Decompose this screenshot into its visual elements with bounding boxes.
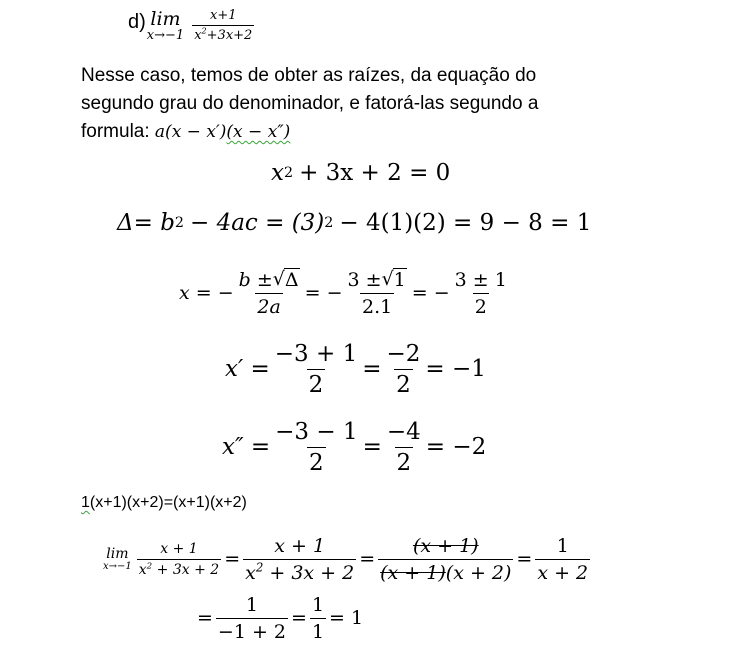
final-fraction-1: $\frac{x + 1}{x^2 + 3x + 2}$: [138, 540, 220, 578]
root-1-fraction-1: $\frac{-3 + 1}{2}$: [274, 340, 358, 398]
item-label: d): [128, 10, 146, 33]
delta-equation: Δ= b 2 − 4ac = (3) 2 − 4(1)(2) = 9 − 8 = 1: [117, 210, 592, 236]
root-2-fraction-2: $\frac{-4}{2}$: [386, 418, 421, 476]
bhaskara-fraction-1: b ± √ Δ 2a: [238, 268, 299, 318]
final-limit-operator: lim x→−1: [103, 545, 132, 572]
root-1-fraction-2: $\frac{-2}{2}$: [386, 340, 421, 398]
final-fraction-3: $\frac{(x + 1)}{(x + 1)(x + 2)}$: [380, 534, 512, 584]
explanation-line-3: [81, 118, 721, 146]
lim-text: lim: [150, 8, 181, 30]
formula-label: formula:: [81, 121, 150, 142]
root-2-equation: x″ = $\frac{-3 - 1}{2}$ = $\frac{-4}{2}$ = −2: [222, 418, 487, 476]
explanation-paragraph: [81, 62, 721, 146]
final-fraction-6: $\frac{1}{1}$: [311, 593, 325, 643]
final-limit-line: lim x→−1 $\frac{x + 1}{x^2 + 3x + 2}$ = $\frac{x + 1}{x^2 + 3x + 2}$ = $\frac{(x + 1)}{(x + 1)(x + 2)}$ = $\frac{1}{x + 2}$: [103, 534, 589, 584]
root-2-fraction-1: $\frac{-3 - 1}{2}$: [275, 418, 358, 476]
bhaskara-fraction-3: $\frac{3 \pm 1}{2}$: [454, 268, 507, 318]
formula-factor-a: a(x − x′): [154, 122, 227, 142]
bhaskara-equation: x = − b ± √ Δ 2a = − 3 ± √ 1 2.1 = − $\frac{3 \pm 1}{2}$: [179, 268, 507, 318]
quadratic-equation: x 2 + 3x + 2 = 0: [271, 160, 451, 186]
limit-operator: [147, 9, 184, 43]
final-fraction-5: $\frac{1}{-1 + 2}$: [217, 593, 287, 643]
limit-denominator: $x^2+3x+2$: [194, 26, 253, 43]
limit-fraction: [192, 8, 254, 43]
final-evaluation-line: = $\frac{1}{-1 + 2}$ = $\frac{1}{1}$ = 1: [197, 593, 364, 643]
lim-subscript: x→−1: [146, 28, 185, 43]
explanation-line-2: segundo grau do denominador, e fatorá-las segundo a: [81, 93, 539, 114]
formula-factor-b: (x − x″): [226, 122, 291, 142]
root-1-equation: x′ = $\frac{-3 + 1}{2}$ = $\frac{-2}{2}$ = −1: [225, 340, 486, 398]
final-fraction-4: $\frac{1}{x + 2}$: [537, 534, 589, 584]
limit-header: [128, 0, 257, 50]
bhaskara-fraction-2: 3 ± √ 1 2.1: [347, 268, 406, 318]
final-fraction-2: $\frac{x + 1}{x^2 + 3x + 2}$: [245, 534, 355, 584]
limit-numerator: x+1: [210, 7, 237, 23]
factored-line: 1(x+1)(x+2)=(x+1)(x+2): [81, 494, 247, 511]
explanation-line-1: Nesse caso, temos de obter as raízes, da equação do: [81, 65, 537, 86]
